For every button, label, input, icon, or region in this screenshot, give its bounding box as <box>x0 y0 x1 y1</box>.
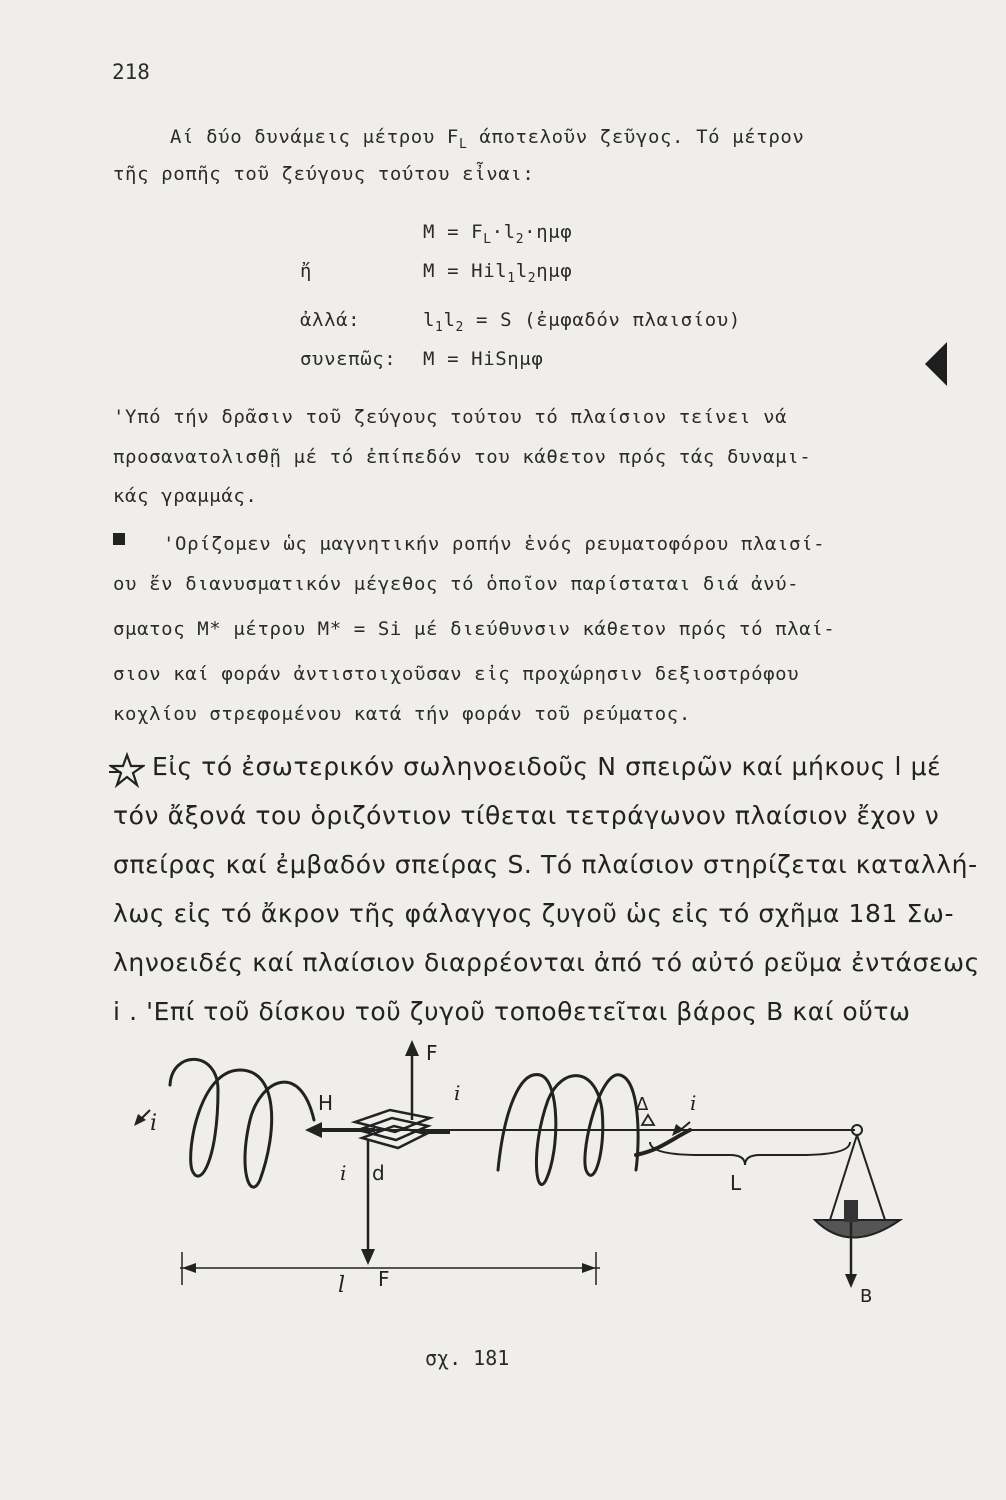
figure-caption: σχ. 181 <box>425 1346 510 1370</box>
equation-2 <box>423 260 572 286</box>
para1-line-1: 'Υπό τήν δρᾶσιν τοῦ ζεύγους τούτου τό πλαίσιον τείνει νά <box>113 406 788 428</box>
para1-line-3: κάς γραμμάς. <box>113 485 258 507</box>
para2-line-3: σματος M* μέτρου M* = Si μέ διεύθυνσιν κάθετον πρός τό πλαί- <box>113 618 836 640</box>
intro-line-2: τῆς ροπῆς τοῦ ζεύγους τούτου εἶναι: <box>113 163 535 185</box>
label-i-left: i <box>150 1111 158 1136</box>
label-l: l <box>338 1273 346 1298</box>
bullet-square-icon <box>113 533 125 545</box>
figure-181 <box>100 1030 960 1350</box>
intro-sub: L <box>458 136 468 152</box>
problem-line-5: ληνοειδές καί πλαίσιον διαρρέονται ἀπό τό αὐτό ρεῦμα ἐντάσεως <box>113 948 980 977</box>
label-B: B <box>860 1286 873 1307</box>
left-solenoid-coil <box>170 1059 314 1187</box>
label-i-frame-top: i <box>454 1081 461 1105</box>
eq3-sub1: 1 <box>435 319 444 335</box>
eq2-sub1: 1 <box>507 270 516 286</box>
eq1-sub1: L <box>483 231 492 247</box>
label-d: d <box>372 1161 385 1185</box>
F-up-arrow <box>405 1040 419 1056</box>
eq1-tail: ·ημφ <box>524 221 573 243</box>
label-i-frame-bottom: i <box>340 1161 347 1185</box>
eq3-tail: = S (ἐμφαδόν πλαισίου) <box>463 309 741 331</box>
problem-line-4: λως εἰς τό ἄκρον τῆς φάλαγγος ζυγοῦ ὡς εἰς τό σχῆμα 181 Σω- <box>113 899 955 928</box>
margin-triangle-icon <box>925 342 947 386</box>
problem-line-2: τόν ἄξονά του ὁριζόντιον τίθεται τετράγωνον πλαίσιον ἔχον ν <box>113 801 940 830</box>
weight-arrow-head <box>845 1274 857 1288</box>
label-i-right: i <box>690 1091 697 1115</box>
H-arrow-head <box>305 1122 322 1138</box>
eq2-sub2: 2 <box>527 270 537 286</box>
page-number: 218 <box>112 60 150 84</box>
intro-line-1 <box>170 126 804 152</box>
para2-line-2: ου ἔν διανυσματικόν μέγεθος τό ὁποῖον παρίσταται διά ἀνύ- <box>113 573 800 595</box>
eq2-text: M = Hil <box>423 260 508 282</box>
label-L: L <box>730 1171 742 1195</box>
star-icon <box>109 752 145 788</box>
equation-3 <box>423 309 741 335</box>
problem-line-6: i . 'Επί τοῦ δίσκου τοῦ ζυγοῦ τοποθετεῖται βάρος B καί οὕτω <box>113 997 911 1026</box>
eq3-sub2: 2 <box>455 319 464 335</box>
equation-4: M = HiSημφ <box>423 348 544 370</box>
eq2-tail: ημφ <box>536 260 573 282</box>
problem-line-1: Εἰς τό ἐσωτερικόν σωληνοειδοῦς N σπειρῶν καί μήκους l μέ <box>152 752 942 781</box>
eq3-text: l <box>423 309 436 331</box>
eq1-mid: ·l <box>491 221 516 243</box>
para2-line-4: σιον καί φοράν ἀντιστοιχοῦσαν εἰς προχώρησιν δεξιοστρόφου <box>113 663 800 685</box>
equation-4-label: συνεπῶς: <box>300 348 397 370</box>
para2-line-1: 'Ορίζομεν ὡς μαγνητικήν ροπήν ἑνός ρευματοφόρου πλαισί- <box>163 533 826 555</box>
weight-block <box>844 1200 858 1222</box>
intro-text: Αί δύο δυνάμεις μέτρου F <box>170 126 459 148</box>
label-F-bottom: F <box>378 1267 390 1291</box>
label-delta: Δ <box>636 1094 649 1115</box>
L-brace <box>650 1142 850 1165</box>
balance-pan <box>815 1220 900 1238</box>
para2-line-5: κοχλίου στρεφομένου κατά τήν φοράν τοῦ ρεύματος. <box>113 703 691 725</box>
equation-2-label: ἤ <box>300 260 313 282</box>
label-H: H <box>318 1091 334 1115</box>
problem-line-3: σπείρας καί ἐμβαδόν σπείρας S. Τό πλαίσιον στηρίζεται καταλλή- <box>113 850 978 879</box>
equation-1 <box>423 221 572 247</box>
eq3-mid: l <box>443 309 456 331</box>
intro-rest: άποτελοῦν ζεῦγος. Τό μέτρον <box>467 126 805 148</box>
eq2-mid: l <box>515 260 528 282</box>
pivot-delta <box>642 1115 654 1125</box>
F-down-arrow <box>361 1249 375 1265</box>
label-F-top: F <box>426 1041 438 1065</box>
equation-3-label: ἀλλά: <box>300 309 361 331</box>
eq1-sub2: 2 <box>515 231 525 247</box>
para1-line-2: προσανατολισθῇ μέ τό ἐπίπεδόν του κάθετον πρός τάς δυναμι- <box>113 446 812 468</box>
eq1-text: M = F <box>423 221 484 243</box>
